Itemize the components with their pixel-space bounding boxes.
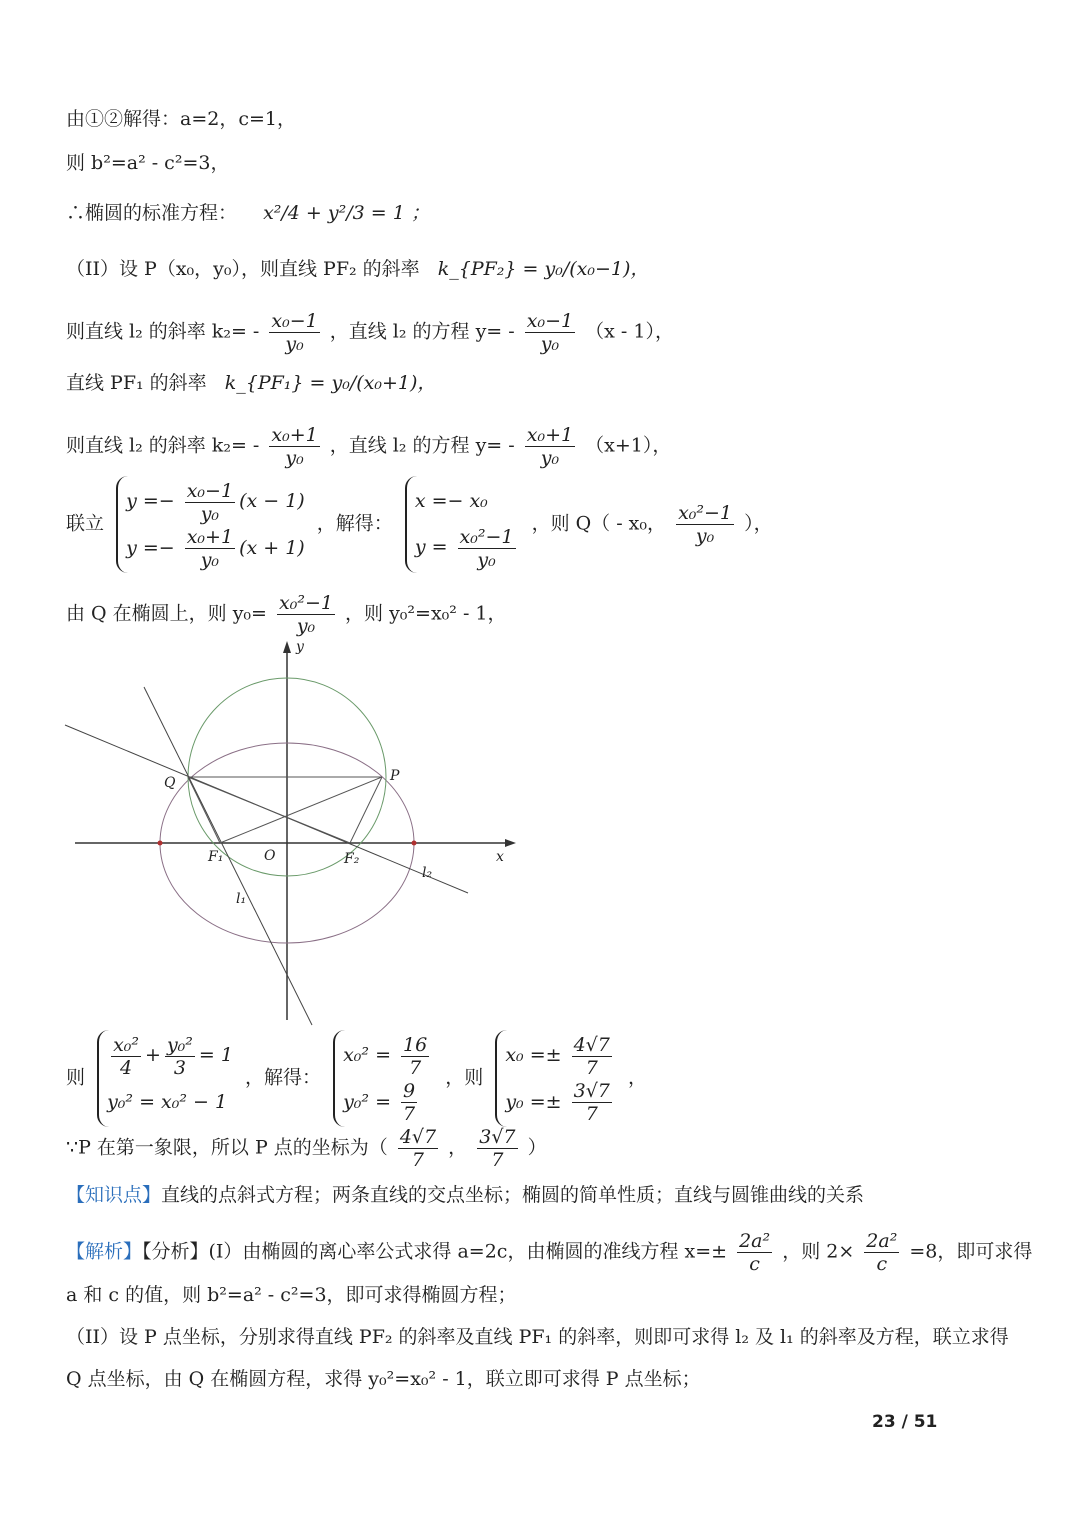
line5-a: 则直线 l₂ 的斜率 k₂= -: [66, 320, 260, 343]
line10-b: ，解得：: [245, 1066, 322, 1089]
analysis-line-4: Q 点坐标，由 Q 在椭圆方程，求得 y₀²=x₀² - 1，联立即可求得 P 点坐标；: [66, 1368, 701, 1390]
line7-c: （x+1），: [585, 434, 672, 457]
line11-text: ∵P 在第一象限，所以 P 点的坐标为（: [66, 1136, 388, 1159]
fraction-px: $\frac{4√7}{7}$: [399, 1126, 437, 1171]
line10-c: ，则: [445, 1066, 484, 1089]
fraction-y0: $\frac{\text{x₀²−1}}{\text{y₀}}$: [279, 592, 333, 637]
system-squares: x₀² = $\frac{16}{7}$ y₀² = $\frac{9}{7}$: [333, 1030, 433, 1127]
analysis-text-1b: ，则 2×: [782, 1240, 855, 1263]
fraction-l2: $\frac{\text{x₀−1}}{\text{y₀}}$: [526, 310, 574, 355]
segment-pf2: [350, 777, 382, 843]
solution-line-9: [66, 592, 507, 637]
label-f2: F₂: [344, 851, 360, 867]
ellipse-equation-label: ∴椭圆的标准方程：: [66, 202, 238, 224]
label-p: P: [390, 768, 400, 784]
system-solution: x =− x₀ y = $\frac{\text{x₀²−1}}{\text{y₀}}$: [405, 476, 520, 573]
label-x: x: [496, 849, 504, 865]
fraction-py: $\frac{3√7}{7}$: [479, 1126, 516, 1171]
solution-line-4: [66, 256, 649, 282]
solution-line-2: 则 b²=a² - c²=3，: [66, 152, 230, 174]
line10-a: 则: [66, 1066, 86, 1089]
knowledge-point: [66, 1182, 864, 1208]
label-y: y: [296, 639, 304, 655]
analysis-line-1: [66, 1230, 1032, 1275]
ellipse-figure: [60, 635, 520, 1030]
line4-text: （II）设 P（x₀，y₀），则直线 PF₂ 的斜率: [66, 258, 420, 280]
page-number: 23 / 51: [872, 1412, 938, 1432]
knowledge-tag: 【知识点】: [66, 1184, 162, 1206]
analysis-tag: 【解析】: [66, 1240, 143, 1263]
line7-b: ，直线 l₂ 的方程 y= -: [329, 434, 515, 457]
vertex-right: [412, 841, 417, 846]
segment-pf1: [220, 777, 382, 843]
line9-b: ，则 y₀²=x₀² - 1，: [345, 602, 507, 625]
line8-mid: ，解得：: [316, 512, 393, 535]
slope-pf1: k_{PF₁} = y₀/(x₀+1)，: [224, 372, 437, 394]
fraction-directrix-2: $\frac{\text{2a²}}{c}$: [866, 1230, 898, 1275]
label-l1: l₁: [236, 891, 247, 907]
system-values: x₀ =± $\frac{4√7}{7}$ y₀ =± $\frac{3√7}{7}$: [495, 1030, 616, 1127]
line8-end: ），: [744, 512, 773, 535]
line6-text: 直线 PF₁ 的斜率: [66, 372, 207, 394]
fraction-l2b: $\frac{\text{x₀+1}}{\text{y₀}}$: [526, 424, 574, 469]
label-o: O: [264, 848, 276, 864]
ellipse-equation: x²/4 + y²/3 = 1 ；: [263, 202, 430, 224]
solution-line-10: 则 $\frac{\text{x₀²}}{4}$ + $\frac{\text{y₀²}}{3}$ = 1 y₀² = x₀² − 1 ，解得： x₀² = $\frac{16}{7}$ y₀² = $\frac{9}{7}$ ，则 x₀ =± $\frac{4√7}{7}$ y₀ =± $\frac{3√7}{7}$ ，: [66, 1030, 647, 1127]
line9-a: 由 Q 在椭圆上，则 y₀=: [66, 602, 267, 625]
vertex-left: [158, 841, 163, 846]
fraction-k2b: $\frac{\text{x₀+1}}{\text{y₀}}$: [271, 424, 318, 469]
y-axis-arrow: [283, 641, 291, 653]
solution-line-6: [66, 370, 436, 396]
label-q: Q: [164, 775, 176, 791]
system-lines: y =− $\frac{\text{x₀−1}}{\text{y₀}}$ (x − 1) y =− $\frac{\text{x₀+1}}{\text{y₀}}$ (x + 1): [116, 476, 305, 573]
label-f1: F₁: [208, 849, 224, 865]
system-ellipse: $\frac{\text{x₀²}}{4}$ + $\frac{\text{y₀²}}{3}$ = 1 y₀² = x₀² − 1: [97, 1030, 233, 1127]
line7-a: 则直线 l₂ 的斜率 k₂= -: [66, 434, 260, 457]
analysis-line-3: （II）设 P 点坐标，分别求得直线 PF₂ 的斜率及直线 PF₁ 的斜率，则即可求得 l₂ 及 l₁ 的斜率及方程，联立求得: [66, 1326, 1009, 1348]
analysis-text-1c: =8，即可求得: [909, 1240, 1033, 1263]
solution-line-11: ∵P 在第一象限，所以 P 点的坐标为（ $\frac{4√7}{7}$ ， $\frac{3√7}{7}$ ）: [66, 1126, 547, 1171]
solution-line-5: [66, 310, 674, 355]
label-l2: l₂: [422, 865, 433, 881]
line5-b: ，直线 l₂ 的方程 y= -: [329, 320, 515, 343]
fraction-qy: $\frac{\text{x₀²−1}}{\text{y₀}}$: [678, 502, 733, 547]
solution-line-1: 由①②解得：a=2，c=1，: [66, 108, 296, 130]
line8-pre: 联立: [66, 512, 105, 535]
x-axis-arrow: [505, 839, 516, 847]
solution-line-7: [66, 424, 671, 469]
fraction-k2: $\frac{\text{x₀−1}}{\text{y₀}}$: [271, 310, 318, 355]
knowledge-text: 直线的点斜式方程；两条直线的交点坐标；椭圆的简单性质；直线与圆锥曲线的关系: [161, 1184, 865, 1206]
analysis-text-1: 【分析】(I）由椭圆的离心率公式求得 a=2c，由椭圆的准线方程 x=±: [142, 1240, 728, 1263]
fraction-directrix: $\frac{\text{2a²}}{c}$: [739, 1230, 771, 1275]
line11-end: ）: [527, 1136, 547, 1159]
segment-qf2: [188, 777, 350, 843]
line5-c: （x - 1），: [585, 320, 674, 343]
solution-line-8: [66, 476, 773, 573]
slope-pf2: k_{PF₂} = y₀/(x₀−1)，: [437, 258, 650, 280]
solution-line-3: [66, 200, 430, 226]
line8-q: ，则 Q（ - x₀，: [531, 512, 667, 535]
segment-qf1: [188, 777, 220, 843]
analysis-line-2: a 和 c 的值，则 b²=a² - c²=3，即可求得椭圆方程；: [66, 1284, 517, 1306]
